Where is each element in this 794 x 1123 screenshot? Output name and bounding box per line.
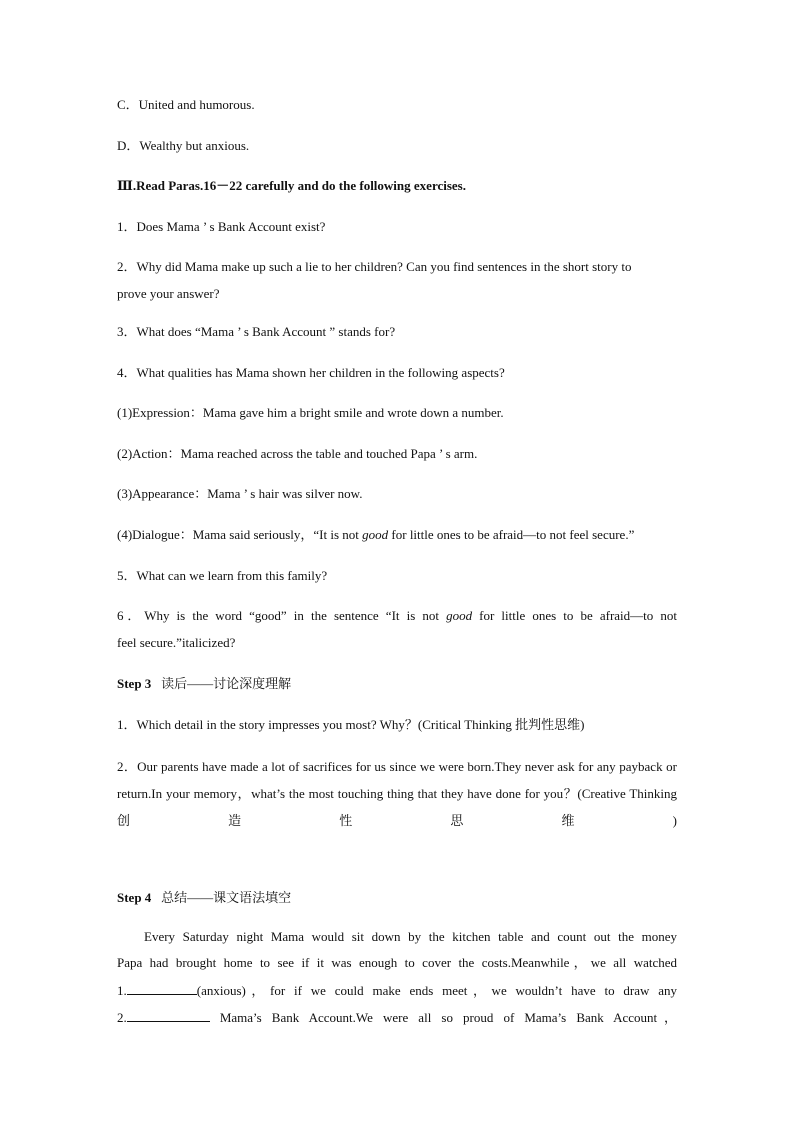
step4-heading: [117, 890, 677, 906]
step3-heading: [117, 676, 677, 692]
question-4-action: (2)Action：Mama reached across the table and touched Papa ’ s arm.: [117, 446, 478, 461]
step4-title: 总结——课文语法填空: [161, 890, 292, 905]
question-4-appearance: (3)Appearance：Mama ’ s hair was silver now.: [117, 486, 363, 501]
question-3: 3．What does “Mama ’ s Bank Account ” stands for?: [117, 324, 396, 339]
discussion-1: 1．Which detail in the story impresses you most? Why？(Critical Thinking 批判性思维): [117, 717, 585, 732]
summary-line-2: Papa had brought home to see if it was enough to cover the costs.Meanwhile，we all watched: [117, 955, 677, 970]
question-2-line-2: prove your answer?: [117, 286, 220, 301]
question-1: 1．Does Mama ’ s Bank Account exist?: [117, 219, 326, 234]
step4-label: Step 4: [117, 890, 152, 905]
blank-1[interactable]: [127, 982, 197, 995]
option-d: D．Wealthy but anxious.: [117, 138, 250, 153]
dialogue-italic-word: good: [362, 527, 389, 542]
discussion-2: 2．Our parents have made a lot of sacrifices for us since we were born.They never ask for any payback or return.In your memory，what’s the most touching thing that they have done for you？(Creative Thinking 创造性思维): [117, 759, 677, 828]
section-heading: Ⅲ.Read Paras.16－22 carefully and do the following exercises.: [117, 178, 466, 193]
summary-line-1: Every Saturday night Mama would sit down by the kitchen table and count out the money: [144, 929, 677, 944]
q6-italic-word: good: [446, 608, 473, 623]
blank-1-number: 1.: [117, 983, 127, 998]
summary-line-4: [117, 1009, 677, 1026]
question-4: 4．What qualities has Mama shown her children in the following aspects?: [117, 365, 505, 380]
q6-post: for little ones to be afraid—to not: [472, 608, 677, 623]
summary-line-3-text: (anxious)，for if we could make ends meet，we wouldn’t have to draw any: [196, 983, 677, 998]
blank-2[interactable]: [127, 1009, 210, 1022]
dialogue-pre: (4)Dialogue：Mama said seriously，“It is not: [117, 527, 363, 542]
question-6-line-2: feel secure.”italicized?: [117, 635, 236, 650]
summary-line-3: [117, 982, 677, 999]
question-4-expression: (1)Expression：Mama gave him a bright smile and wrote down a number.: [117, 405, 504, 420]
question-2-line-1: 2．Why did Mama make up such a lie to her children? Can you find sentences in the short story to: [117, 259, 632, 274]
question-4-dialogue: [117, 527, 677, 543]
dialogue-post: for little ones to be afraid—to not feel secure.”: [388, 527, 635, 542]
step3-title: 读后——讨论深度理解: [161, 676, 292, 691]
question-6-line-1: [117, 608, 677, 624]
summary-line-4-text: Mama’s Bank Account.We were all so proud of Mama’s Bank Account，: [209, 1010, 677, 1025]
step3-label: Step 3: [117, 676, 152, 691]
question-5: 5．What can we learn from this family?: [117, 568, 328, 583]
blank-2-number: 2.: [117, 1010, 127, 1025]
option-c: C．United and humorous.: [117, 97, 255, 112]
q6-pre: 6．Why is the word “good” in the sentence “It is not: [117, 608, 447, 623]
